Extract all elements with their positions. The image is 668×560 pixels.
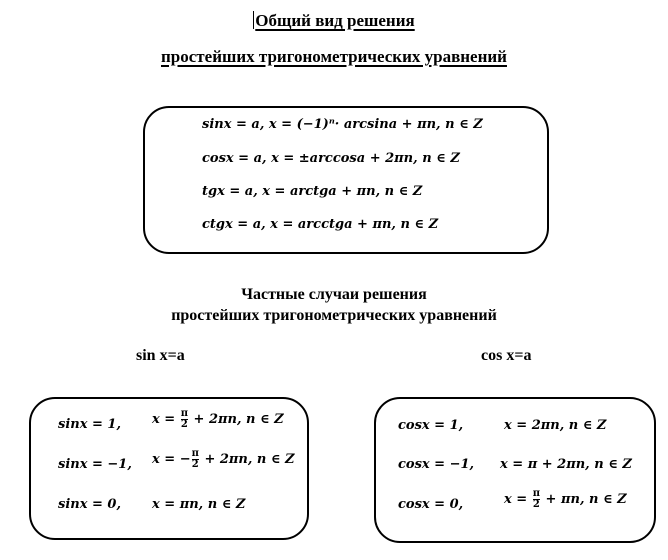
sin-case-1-eq: sinx = 1, — [58, 417, 121, 432]
cos-cases-box — [374, 397, 656, 543]
cos-case-3-sol: x = $\frac{\pi}{2}$ + πn, n ∈ Z — [504, 488, 627, 510]
special-cases-heading — [0, 284, 668, 326]
sin-cases-box — [29, 397, 309, 540]
cos-label: cos x=a — [481, 347, 532, 364]
sin-case-2-sol: x = − $\frac{\pi}{2}$ + 2πn, n ∈ Z — [152, 448, 295, 470]
title-line-2: простейших тригонометрических уравнений — [161, 47, 507, 66]
sin-case-3-eq: sinx = 0, — [58, 497, 121, 512]
sin-label: sin x=a — [136, 347, 185, 364]
cos-case-1-eq: cosx = 1, — [398, 418, 464, 433]
special-heading-line-1: Частные случаи решения — [241, 286, 427, 303]
sin-case-3-sol: x = πn, n ∈ Z — [152, 497, 246, 512]
fraction: $\frac{\pi}{2}$ — [532, 488, 541, 510]
title-line-1: Общий вид решения — [255, 11, 415, 30]
formula-sin: sinx = a, x = (−1)ⁿ· arcsina + πn, n ∈ Z — [202, 117, 483, 132]
cos-case-1-sol: x = 2πn, n ∈ Z — [504, 418, 607, 433]
formula-tg: tgx = a, x = arctga + πn, n ∈ Z — [202, 184, 423, 199]
cos-case-2-eq: cosx = −1, — [398, 457, 475, 472]
formula-cos: cosx = a, x = ±arccosa + 2πn, n ∈ Z — [202, 151, 460, 166]
special-heading-line-2: простейших тригонометрических уравнений — [171, 307, 497, 324]
page-subtitle — [0, 47, 668, 67]
sin-case-2-eq: sinx = −1, — [58, 457, 132, 472]
cos-case-3-eq: cosx = 0, — [398, 497, 464, 512]
fraction: $\frac{\pi}{2}$ — [191, 448, 199, 470]
fraction: $\frac{\pi}{2}$ — [180, 408, 189, 430]
formula-ctg: ctgx = a, x = arcctga + πn, n ∈ Z — [202, 217, 439, 232]
general-formulas-box — [143, 106, 549, 254]
sin-case-1-sol: x = $\frac{\pi}{2}$ + 2πn, n ∈ Z — [152, 408, 284, 430]
cos-case-2-sol: x = π + 2πn, n ∈ Z — [500, 457, 632, 472]
page-title — [0, 11, 668, 31]
